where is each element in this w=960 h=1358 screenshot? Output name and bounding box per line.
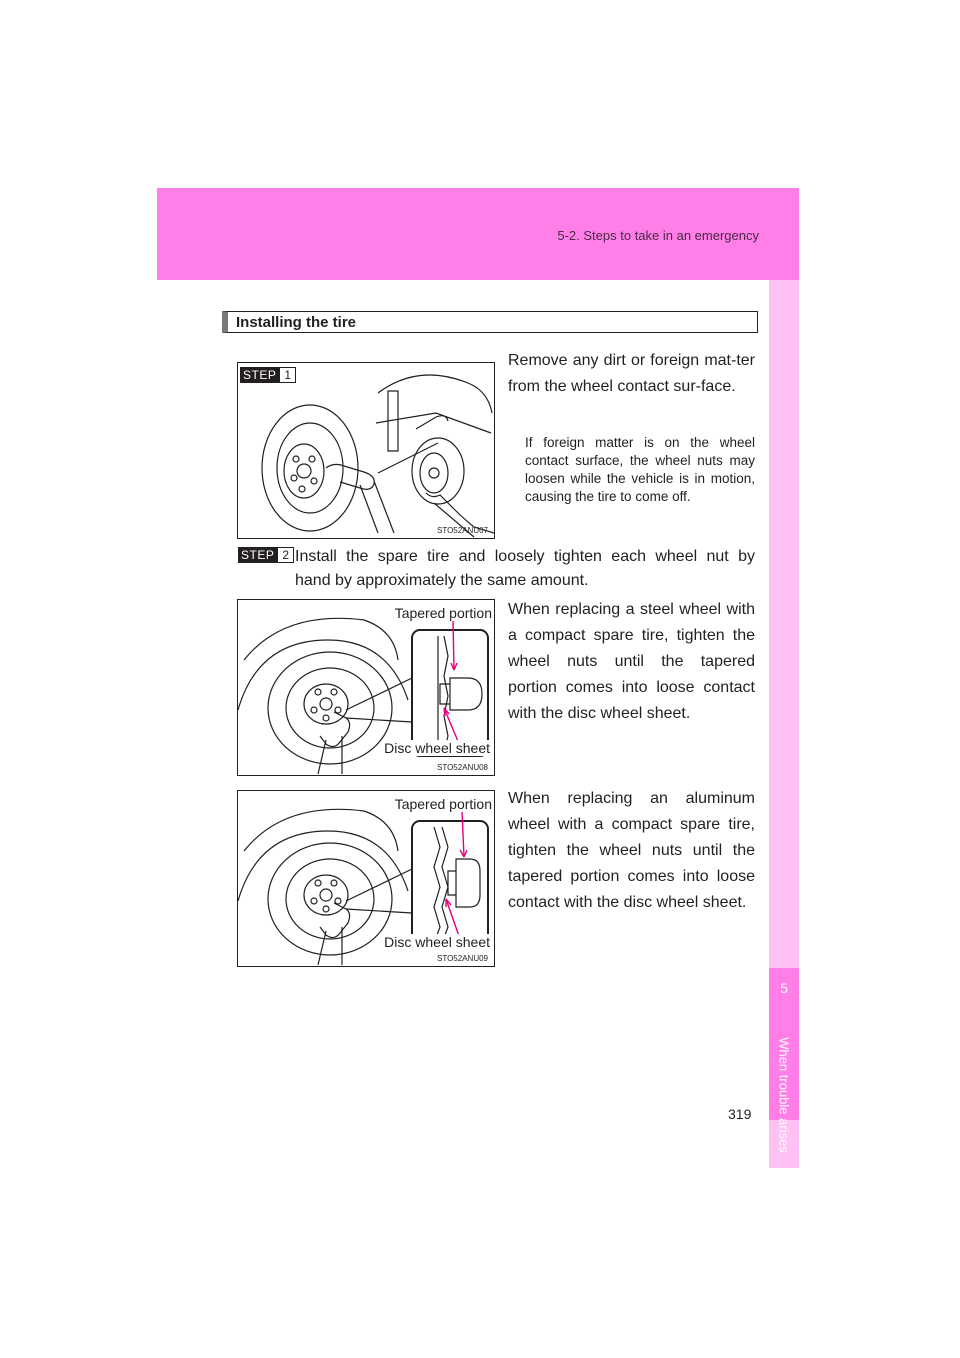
section-title: Installing the tire xyxy=(236,314,357,331)
step1-number: 1 xyxy=(279,367,296,383)
step1-note: If foreign matter is on the wheel contact surface, the wheel nuts may loosen while the vehicle is in motion, causing the tire to come off. xyxy=(525,435,755,504)
steel-disc-label: Disc wheel sheet xyxy=(384,740,490,756)
chapter-number: 5 xyxy=(780,980,788,996)
step2-instruction-line2: hand by approximately the same amount. xyxy=(295,572,589,589)
page-number: 319 xyxy=(728,1106,752,1122)
step2-label xyxy=(238,546,294,564)
aluminum-figure-code: STO52ANU09 xyxy=(437,954,488,963)
chapter-title-text: When trouble arises xyxy=(776,1037,792,1153)
step1-label xyxy=(240,366,296,384)
steel-wheel-instruction: When replacing a steel wheel with a compact spare tire, tighten the wheel nuts until the tapered portion comes into loose contact with the disc wheel sheet. xyxy=(508,601,755,722)
steel-figure-code: STO52ANU08 xyxy=(437,763,488,772)
header-band xyxy=(157,188,799,280)
section-heading xyxy=(222,311,758,333)
steel-tapered-label: Tapered portion xyxy=(394,605,492,621)
step1-instruction: Remove any dirt or foreign mat-ter from the wheel contact sur-face. xyxy=(508,352,755,395)
aluminum-wheel-instruction: When replacing an aluminum wheel with a compact spare tire, tighten the wheel nuts until the tapered portion comes into loose contact with the disc wheel sheet. xyxy=(508,790,755,911)
step1-illustration xyxy=(237,362,495,539)
step1-badge: STEP xyxy=(240,367,279,383)
step2-badge: STEP xyxy=(238,547,277,563)
step1-drawing xyxy=(238,363,494,538)
aluminum-wheel-illustration xyxy=(237,790,495,967)
step2-number: 2 xyxy=(277,547,294,563)
chapter-title xyxy=(771,1020,797,1170)
aluminum-disc-label: Disc wheel sheet xyxy=(384,934,490,950)
step2-instruction-line1: Install the spare tire and loosely tighten each wheel nut by xyxy=(295,548,755,565)
steel-wheel-illustration xyxy=(237,599,495,776)
header-section-title: 5-2. Steps to take in an emergency xyxy=(557,228,759,243)
aluminum-tapered-label: Tapered portion xyxy=(394,796,492,812)
step1-figure-code: STO52ANU07 xyxy=(437,526,488,535)
